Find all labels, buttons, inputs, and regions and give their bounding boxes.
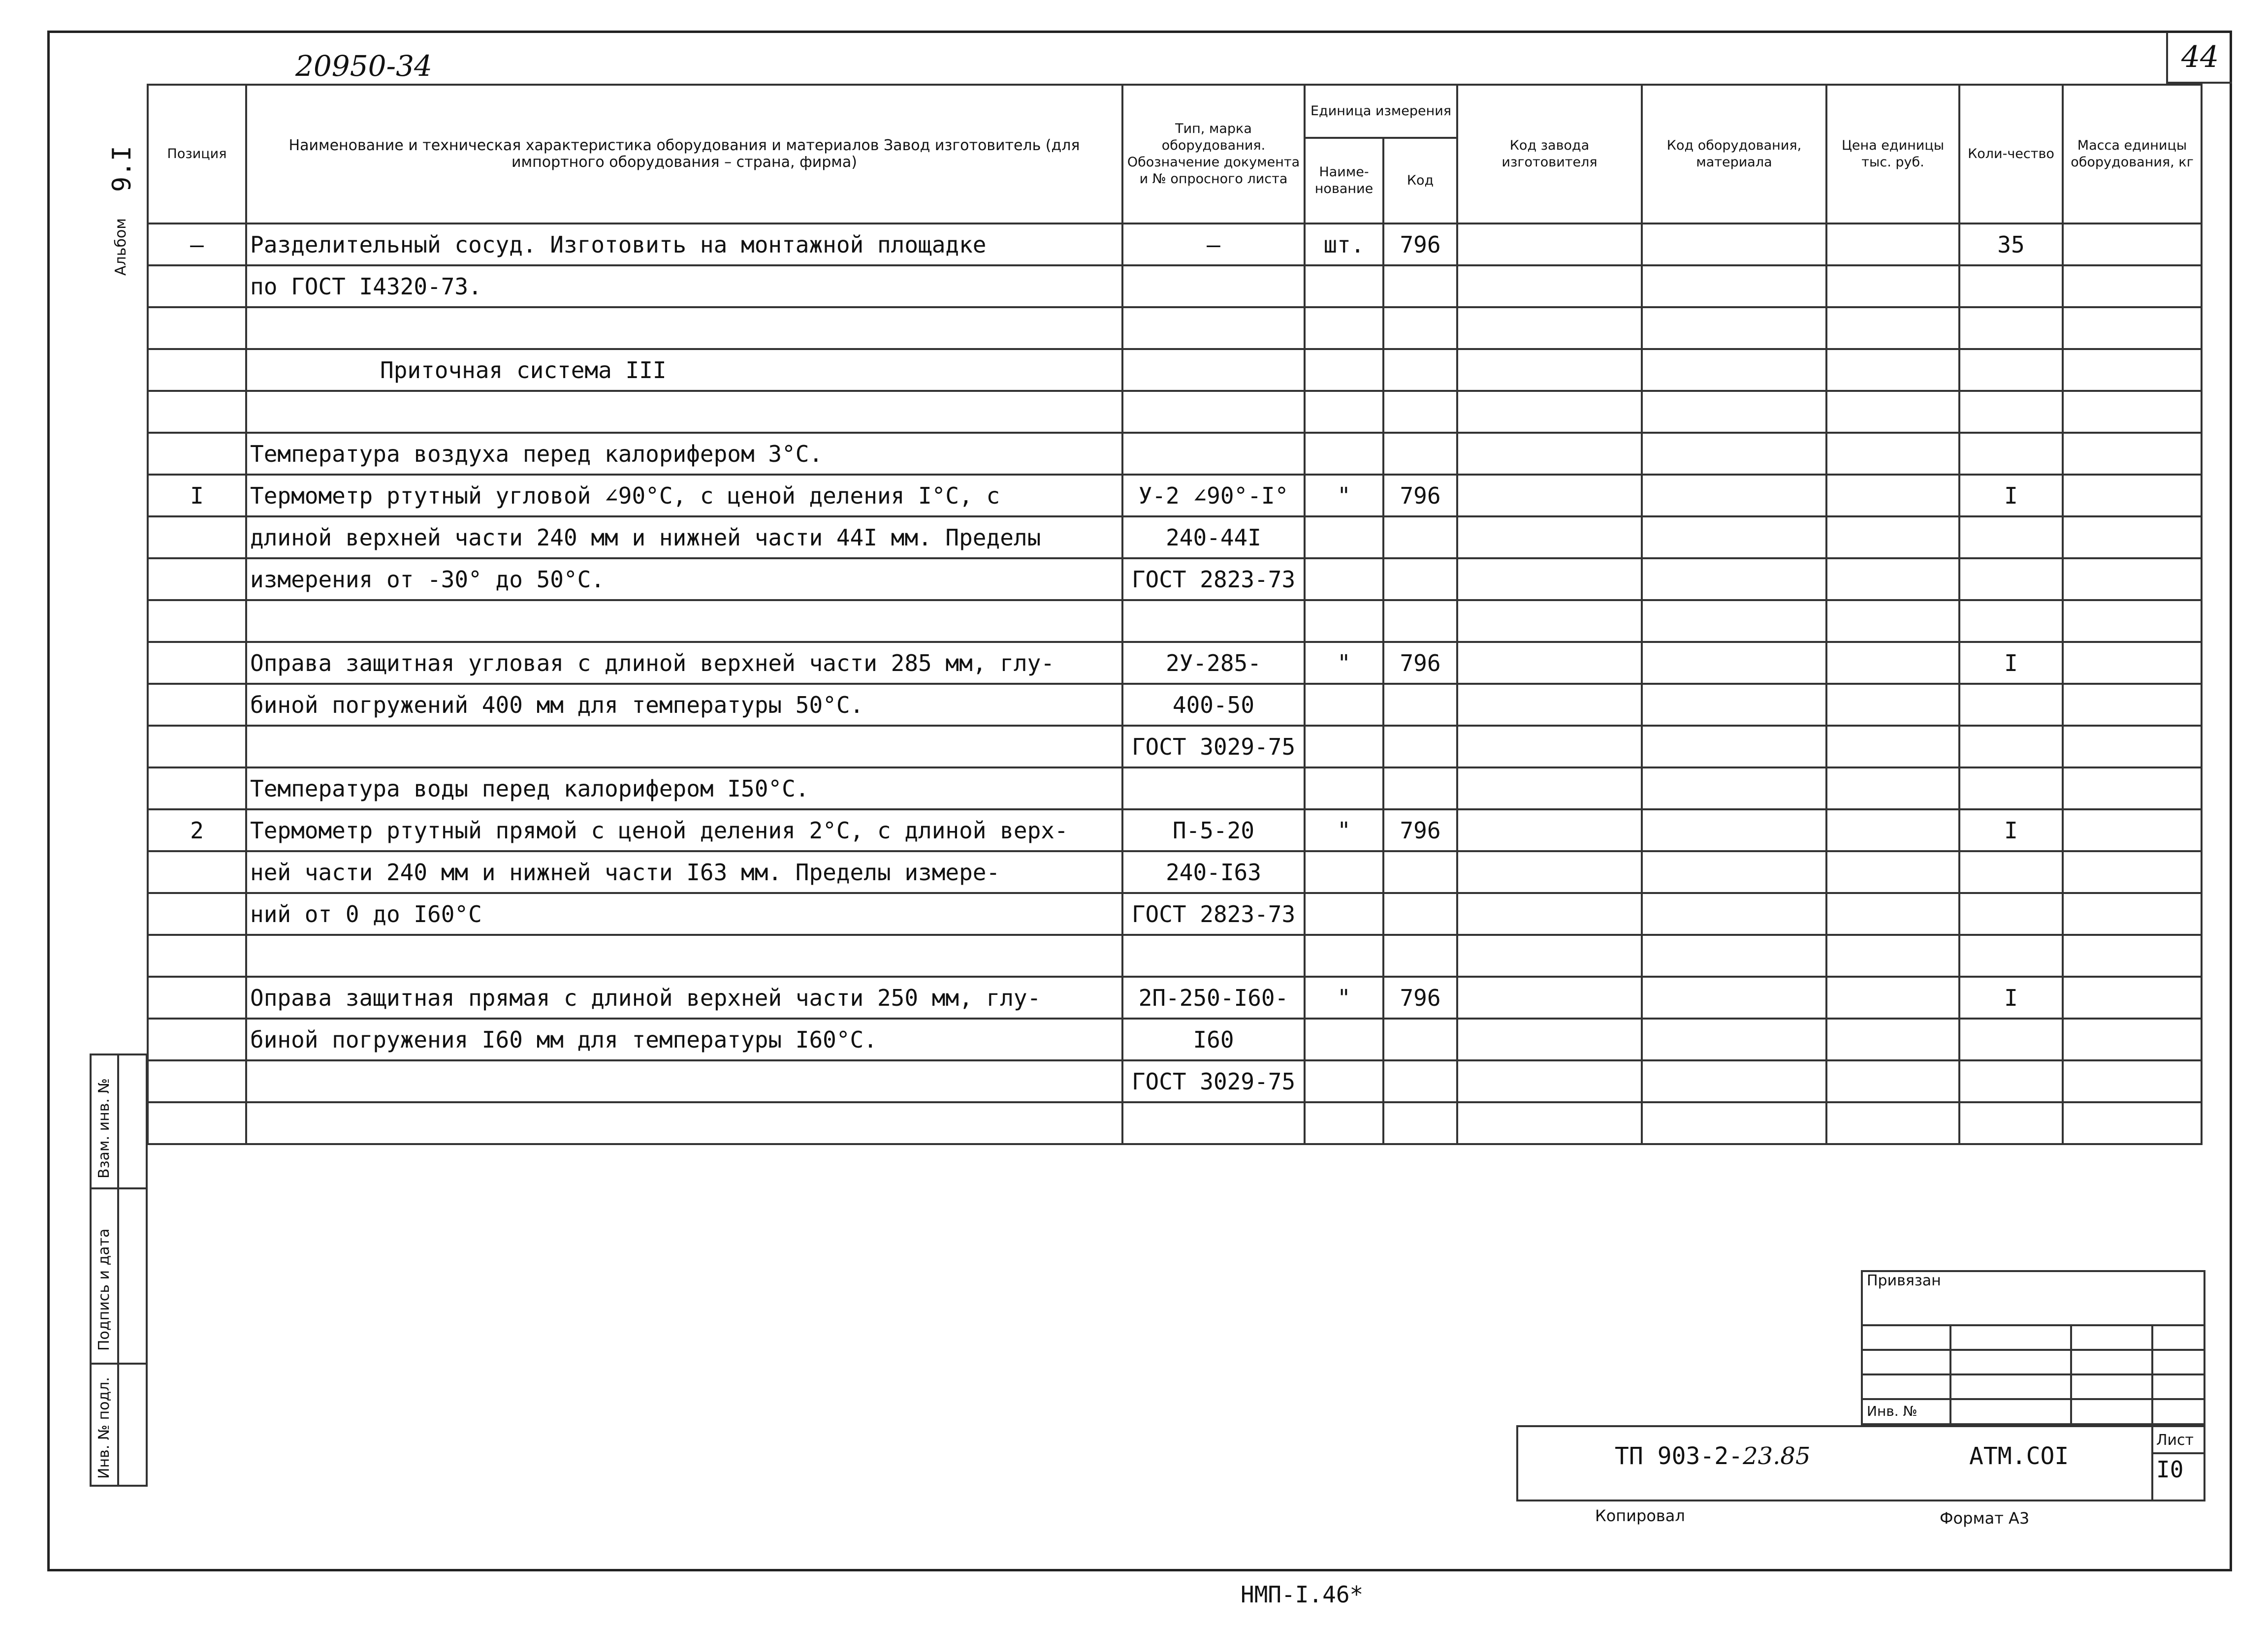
cell-unit-code xyxy=(1383,767,1457,809)
cell-price xyxy=(1826,726,1959,767)
table-row xyxy=(148,516,2202,558)
sheet-code: АТМ.СОI xyxy=(1969,1442,2069,1470)
cell-price xyxy=(1826,684,1959,726)
cell-equipment-code xyxy=(1642,475,1826,516)
header-unit-group: Единица измерения xyxy=(1305,85,1457,138)
cell-position xyxy=(148,1019,246,1060)
footer-format: Формат А3 xyxy=(1940,1509,2030,1528)
cell-equipment-code xyxy=(1642,642,1826,684)
equipment-table xyxy=(147,84,2203,1145)
cell-name: по ГОСТ I4320-73. xyxy=(246,265,1122,307)
table-row xyxy=(148,265,2202,307)
cell-manufacturer-code xyxy=(1457,1019,1642,1060)
cell-quantity xyxy=(1959,893,2063,935)
cell-type: 240-44I xyxy=(1122,516,1305,558)
cell-equipment-code xyxy=(1642,516,1826,558)
header-type: Тип, марка оборудования. Обозначение документа и № опросного листа xyxy=(1122,85,1305,223)
cell-position xyxy=(148,1102,246,1144)
cell-mass xyxy=(2063,767,2202,809)
side-label-inv-podl: Инв. № подл. xyxy=(96,1377,113,1479)
cell-name: Температура воздуха перед калорифером 3°С. xyxy=(246,433,1122,475)
cell-type: П-5-20 xyxy=(1122,809,1305,851)
footer-code: НМП-I.46* xyxy=(1241,1581,1364,1608)
cell-mass xyxy=(2063,809,2202,851)
project-code-handwritten: 23.85 xyxy=(1743,1442,1811,1470)
cell-price xyxy=(1826,265,1959,307)
table-row xyxy=(148,433,2202,475)
cell-unit xyxy=(1305,893,1383,935)
cell-price xyxy=(1826,558,1959,600)
project-code-typed: ТП 903-2- xyxy=(1615,1442,1743,1470)
cell-name: Температура воды перед калорифером I50°С. xyxy=(246,767,1122,809)
cell-type xyxy=(1122,600,1305,642)
label-inv-no: Инв. № xyxy=(1867,1403,1917,1419)
table-row xyxy=(148,767,2202,809)
cell-position xyxy=(148,851,246,893)
cell-position xyxy=(148,265,246,307)
cell-unit xyxy=(1305,1102,1383,1144)
cell-type xyxy=(1122,433,1305,475)
table-row xyxy=(148,391,2202,433)
side-label-vzam-inv: Взам. инв. № xyxy=(96,1078,113,1179)
cell-name xyxy=(246,391,1122,433)
cell-price xyxy=(1826,433,1959,475)
cell-name: Термометр ртутный угловой ∠90°С, с ценой деления I°С, с xyxy=(246,475,1122,516)
cell-quantity xyxy=(1959,1019,2063,1060)
table-row xyxy=(148,1060,2202,1102)
cell-quantity xyxy=(1959,349,2063,391)
cell-unit: " xyxy=(1305,475,1383,516)
cell-unit-code: 796 xyxy=(1383,809,1457,851)
cell-unit xyxy=(1305,349,1383,391)
cell-price xyxy=(1826,600,1959,642)
cell-price xyxy=(1826,1019,1959,1060)
cell-equipment-code xyxy=(1642,265,1826,307)
cell-unit-code: 796 xyxy=(1383,475,1457,516)
header-unit-code: Код xyxy=(1383,138,1457,223)
cell-manufacturer-code xyxy=(1457,642,1642,684)
cell-equipment-code xyxy=(1642,1102,1826,1144)
cell-position xyxy=(148,391,246,433)
table-row xyxy=(148,851,2202,893)
cell-type: 240-I63 xyxy=(1122,851,1305,893)
cell-unit xyxy=(1305,1019,1383,1060)
cell-unit xyxy=(1305,433,1383,475)
footer-kopiroval: Копировал xyxy=(1595,1506,1685,1525)
cell-manufacturer-code xyxy=(1457,265,1642,307)
cell-price xyxy=(1826,851,1959,893)
cell-price xyxy=(1826,767,1959,809)
cell-type: 2У-285- xyxy=(1122,642,1305,684)
cell-equipment-code xyxy=(1642,1060,1826,1102)
cell-equipment-code xyxy=(1642,767,1826,809)
cell-name: Термометр ртутный прямой с ценой деления 2°С, с длиной верх- xyxy=(246,809,1122,851)
cell-name: Оправа защитная угловая с длиной верхней части 285 мм, глу- xyxy=(246,642,1122,684)
document-number: 20950-34 xyxy=(295,49,432,83)
cell-unit-code: 796 xyxy=(1383,977,1457,1019)
cell-type: У-2 ∠90°-I° xyxy=(1122,475,1305,516)
header-name: Наименование и техническая характеристика оборудования и материалов Завод изготовитель (для импортного оборудования – страна, фирма) xyxy=(246,85,1122,223)
cell-mass xyxy=(2063,1060,2202,1102)
cell-type xyxy=(1122,935,1305,977)
cell-unit xyxy=(1305,558,1383,600)
cell-quantity: I xyxy=(1959,809,2063,851)
cell-quantity xyxy=(1959,558,2063,600)
table-row xyxy=(148,1102,2202,1144)
cell-name: Приточная система III xyxy=(246,349,1122,391)
cell-quantity: I xyxy=(1959,475,2063,516)
cell-unit-code xyxy=(1383,1019,1457,1060)
cell-unit xyxy=(1305,767,1383,809)
cell-quantity: 35 xyxy=(1959,223,2063,265)
cell-unit-code xyxy=(1383,851,1457,893)
cell-unit-code xyxy=(1383,433,1457,475)
cell-manufacturer-code xyxy=(1457,1060,1642,1102)
cell-equipment-code xyxy=(1642,223,1826,265)
cell-position: 2 xyxy=(148,809,246,851)
table-row xyxy=(148,223,2202,265)
table-row xyxy=(148,1019,2202,1060)
cell-unit xyxy=(1305,684,1383,726)
cell-manufacturer-code xyxy=(1457,935,1642,977)
cell-name xyxy=(246,726,1122,767)
cell-quantity: I xyxy=(1959,977,2063,1019)
cell-price xyxy=(1826,391,1959,433)
cell-equipment-code xyxy=(1642,349,1826,391)
cell-unit xyxy=(1305,1060,1383,1102)
cell-manufacturer-code xyxy=(1457,767,1642,809)
cell-quantity xyxy=(1959,391,2063,433)
cell-manufacturer-code xyxy=(1457,223,1642,265)
cell-position xyxy=(148,349,246,391)
cell-unit-code xyxy=(1383,1060,1457,1102)
cell-mass xyxy=(2063,475,2202,516)
cell-manufacturer-code xyxy=(1457,851,1642,893)
cell-price xyxy=(1826,642,1959,684)
cell-quantity xyxy=(1959,726,2063,767)
cell-mass xyxy=(2063,265,2202,307)
header-quantity: Коли-чество xyxy=(1959,85,2063,223)
table-row xyxy=(148,558,2202,600)
cell-name: ний от 0 до I60°С xyxy=(246,893,1122,935)
cell-unit-code xyxy=(1383,893,1457,935)
cell-mass xyxy=(2063,349,2202,391)
header-manufacturer-code: Код завода изготовителя xyxy=(1457,85,1642,223)
cell-mass xyxy=(2063,642,2202,684)
cell-equipment-code xyxy=(1642,684,1826,726)
cell-manufacturer-code xyxy=(1457,558,1642,600)
cell-unit xyxy=(1305,935,1383,977)
cell-mass xyxy=(2063,684,2202,726)
cell-position xyxy=(148,1060,246,1102)
cell-type: 400-50 xyxy=(1122,684,1305,726)
cell-unit xyxy=(1305,600,1383,642)
cell-type: ГОСТ 2823-73 xyxy=(1122,558,1305,600)
cell-unit-code xyxy=(1383,1102,1457,1144)
page-number-box xyxy=(2166,32,2232,84)
cell-equipment-code xyxy=(1642,433,1826,475)
table-row xyxy=(148,349,2202,391)
cell-quantity xyxy=(1959,265,2063,307)
album-label: Альбом xyxy=(112,218,129,276)
cell-unit-code xyxy=(1383,935,1457,977)
cell-quantity xyxy=(1959,935,2063,977)
header-price: Цена единицы тыс. руб. xyxy=(1826,85,1959,223)
cell-position xyxy=(148,893,246,935)
side-stamp xyxy=(90,1053,148,1487)
cell-unit xyxy=(1305,851,1383,893)
cell-quantity xyxy=(1959,1102,2063,1144)
cell-manufacturer-code xyxy=(1457,1102,1642,1144)
cell-unit-code xyxy=(1383,391,1457,433)
cell-position xyxy=(148,935,246,977)
cell-price xyxy=(1826,307,1959,349)
cell-type: – xyxy=(1122,223,1305,265)
cell-name: длиной верхней части 240 мм и нижней части 44I мм. Пределы xyxy=(246,516,1122,558)
cell-manufacturer-code xyxy=(1457,726,1642,767)
cell-quantity xyxy=(1959,851,2063,893)
table-row xyxy=(148,307,2202,349)
cell-mass xyxy=(2063,558,2202,600)
cell-position xyxy=(148,642,246,684)
cell-type: ГОСТ 3029-75 xyxy=(1122,726,1305,767)
cell-name xyxy=(246,1060,1122,1102)
table-row xyxy=(148,642,2202,684)
cell-name xyxy=(246,307,1122,349)
cell-type xyxy=(1122,767,1305,809)
table-row xyxy=(148,600,2202,642)
cell-price xyxy=(1826,1060,1959,1102)
cell-price xyxy=(1826,935,1959,977)
cell-manufacturer-code xyxy=(1457,433,1642,475)
cell-mass xyxy=(2063,391,2202,433)
cell-equipment-code xyxy=(1642,558,1826,600)
header-equipment-code: Код оборудования, материала xyxy=(1642,85,1826,223)
cell-unit-code xyxy=(1383,265,1457,307)
cell-manufacturer-code xyxy=(1457,349,1642,391)
cell-quantity xyxy=(1959,767,2063,809)
cell-name: биной погружения I60 мм для температуры I60°С. xyxy=(246,1019,1122,1060)
cell-price xyxy=(1826,809,1959,851)
cell-quantity: I xyxy=(1959,642,2063,684)
cell-position xyxy=(148,767,246,809)
header-position: Позиция xyxy=(148,85,246,223)
page-number: 44 xyxy=(2181,40,2219,74)
label-sheet: Лист xyxy=(2156,1432,2194,1449)
cell-price xyxy=(1826,893,1959,935)
cell-quantity xyxy=(1959,433,2063,475)
cell-name: Оправа защитная прямая с длиной верхней части 250 мм, глу- xyxy=(246,977,1122,1019)
cell-manufacturer-code xyxy=(1457,809,1642,851)
cell-price xyxy=(1826,977,1959,1019)
cell-type xyxy=(1122,307,1305,349)
cell-type: ГОСТ 3029-75 xyxy=(1122,1060,1305,1102)
cell-manufacturer-code xyxy=(1457,475,1642,516)
cell-equipment-code xyxy=(1642,851,1826,893)
cell-mass xyxy=(2063,726,2202,767)
cell-manufacturer-code xyxy=(1457,893,1642,935)
cell-type: 2П-250-I60- xyxy=(1122,977,1305,1019)
album-number: 9.I xyxy=(107,146,137,192)
cell-position xyxy=(148,516,246,558)
cell-manufacturer-code xyxy=(1457,307,1642,349)
cell-name xyxy=(246,600,1122,642)
cell-unit-code: 796 xyxy=(1383,223,1457,265)
cell-type xyxy=(1122,391,1305,433)
cell-position: I xyxy=(148,475,246,516)
cell-mass xyxy=(2063,433,2202,475)
table-row xyxy=(148,977,2202,1019)
cell-mass xyxy=(2063,977,2202,1019)
cell-mass xyxy=(2063,851,2202,893)
label-privyazan: Привязан xyxy=(1867,1272,1941,1289)
cell-mass xyxy=(2063,516,2202,558)
cell-mass xyxy=(2063,1102,2202,1144)
cell-price xyxy=(1826,349,1959,391)
cell-unit-code xyxy=(1383,516,1457,558)
side-label-podpis-data: Подпись и дата xyxy=(96,1228,113,1351)
cell-name: Разделительный сосуд. Изготовить на монтажной площадке xyxy=(246,223,1122,265)
cell-equipment-code xyxy=(1642,1019,1826,1060)
cell-mass xyxy=(2063,223,2202,265)
project-code xyxy=(1615,1442,1811,1470)
cell-unit xyxy=(1305,516,1383,558)
table-row xyxy=(148,726,2202,767)
cell-unit-code xyxy=(1383,600,1457,642)
cell-unit xyxy=(1305,265,1383,307)
cell-type: I60 xyxy=(1122,1019,1305,1060)
table-row xyxy=(148,684,2202,726)
cell-mass xyxy=(2063,1019,2202,1060)
cell-manufacturer-code xyxy=(1457,516,1642,558)
cell-price xyxy=(1826,1102,1959,1144)
cell-manufacturer-code xyxy=(1457,684,1642,726)
cell-equipment-code xyxy=(1642,600,1826,642)
cell-mass xyxy=(2063,307,2202,349)
cell-equipment-code xyxy=(1642,307,1826,349)
cell-mass xyxy=(2063,893,2202,935)
cell-unit xyxy=(1305,726,1383,767)
cell-position xyxy=(148,558,246,600)
cell-unit-code: 796 xyxy=(1383,642,1457,684)
cell-position xyxy=(148,977,246,1019)
cell-quantity xyxy=(1959,1060,2063,1102)
cell-unit-code xyxy=(1383,349,1457,391)
cell-position xyxy=(148,726,246,767)
cell-unit: шт. xyxy=(1305,223,1383,265)
cell-manufacturer-code xyxy=(1457,391,1642,433)
cell-unit-code xyxy=(1383,307,1457,349)
title-block xyxy=(1516,1270,2205,1501)
cell-unit: " xyxy=(1305,642,1383,684)
cell-unit-code xyxy=(1383,684,1457,726)
cell-manufacturer-code xyxy=(1457,600,1642,642)
cell-quantity xyxy=(1959,516,2063,558)
cell-type xyxy=(1122,349,1305,391)
cell-mass xyxy=(2063,600,2202,642)
cell-unit xyxy=(1305,391,1383,433)
cell-equipment-code xyxy=(1642,391,1826,433)
cell-equipment-code xyxy=(1642,935,1826,977)
table-row xyxy=(148,893,2202,935)
cell-price xyxy=(1826,475,1959,516)
cell-quantity xyxy=(1959,600,2063,642)
cell-unit xyxy=(1305,307,1383,349)
cell-quantity xyxy=(1959,307,2063,349)
cell-position xyxy=(148,600,246,642)
cell-unit-code xyxy=(1383,726,1457,767)
cell-type xyxy=(1122,1102,1305,1144)
cell-unit-code xyxy=(1383,558,1457,600)
cell-position: – xyxy=(148,223,246,265)
header-unit-name: Наиме-нование xyxy=(1305,138,1383,223)
cell-name: биной погружений 400 мм для температуры 50°С. xyxy=(246,684,1122,726)
cell-type: ГОСТ 2823-73 xyxy=(1122,893,1305,935)
cell-equipment-code xyxy=(1642,893,1826,935)
cell-equipment-code xyxy=(1642,809,1826,851)
cell-price xyxy=(1826,516,1959,558)
cell-name xyxy=(246,935,1122,977)
table-row xyxy=(148,475,2202,516)
cell-position xyxy=(148,684,246,726)
cell-name xyxy=(246,1102,1122,1144)
table-row xyxy=(148,935,2202,977)
cell-type xyxy=(1122,265,1305,307)
cell-unit: " xyxy=(1305,809,1383,851)
cell-equipment-code xyxy=(1642,726,1826,767)
cell-position xyxy=(148,307,246,349)
cell-manufacturer-code xyxy=(1457,977,1642,1019)
cell-position xyxy=(148,433,246,475)
cell-price xyxy=(1826,223,1959,265)
sheet-number: I0 xyxy=(2156,1456,2184,1483)
cell-equipment-code xyxy=(1642,977,1826,1019)
cell-name: измерения от -30° до 50°С. xyxy=(246,558,1122,600)
table-row xyxy=(148,809,2202,851)
cell-mass xyxy=(2063,935,2202,977)
cell-name: ней части 240 мм и нижней части I63 мм. Пределы измере- xyxy=(246,851,1122,893)
cell-quantity xyxy=(1959,684,2063,726)
cell-unit: " xyxy=(1305,977,1383,1019)
header-mass: Масса единицы оборудования, кг xyxy=(2063,85,2202,223)
